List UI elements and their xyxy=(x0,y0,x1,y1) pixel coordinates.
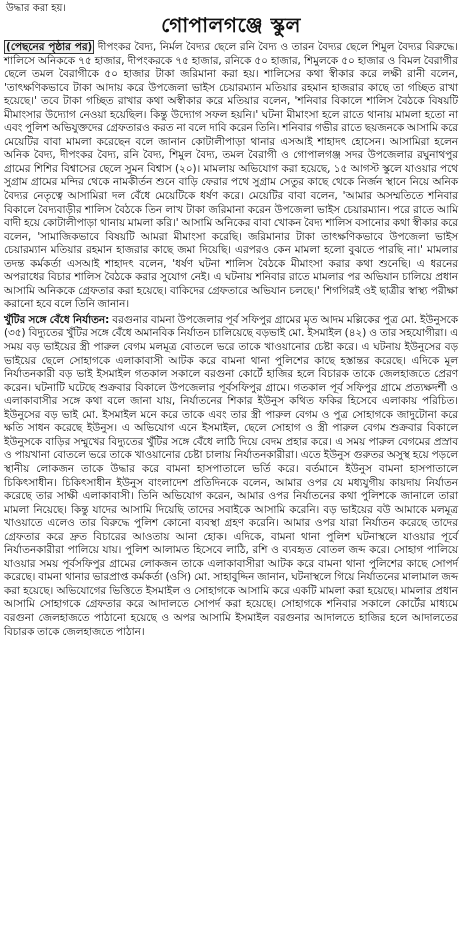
previous-article-ending: উদ্ধার করা হয়। xyxy=(6,3,66,14)
article-torture xyxy=(4,314,458,639)
article-body xyxy=(4,314,458,639)
article-gopalganj-school xyxy=(4,13,458,312)
article-crosshead: খুঁটির সঙ্গে বেঁধে নির্যাতন: xyxy=(4,313,110,326)
article-body-text: বরগুনার বামনা উপজেলার পূর্ব সফিপুর গ্রামের মৃত আদম মল্লিকের পুত্র মো. ইউনুসকে (৩৫) বিদ্যুতের খুঁটির সঙ্গে বেঁধে অমানবিক নির্যাতন চালিয়েছে বড়ভাই মো. ইসমাইল (৪২) ও তার সহযোগীরা। এ সময় বড় ভাইয়ের স্ত্রী পারুল বেগম মলমূত্র বোতলে ভরে তাকে খাওয়ানোর চেষ্টা করে। এ ঘটনায় ইউনুসের বড় ভাইয়ের ছেলে সোহাগকে এলাকাবাসী আটক করে বামনা থানা পুলিশের কাছে হস্তান্তর করেছে। এদিকে মূল নির্যাতনকারী বড় ভাই ইসমাইল গতকাল সকালে বরগুনা কোর্টে হাজির হলে বিচারক তাকে জেলহাজতে প্রেরণ করেন। ঘটনাটি ঘটেছে শুক্রবার বিকালে উপজেলার পূর্বসফিপুর গ্রামে। গতকাল পূর্ব সফিপুর গ্রামে প্রত্যক্ষদর্শী ও এলাকাবাসীর সঙ্গে কথা বলে জানা যায়, নির্যাতনের শিকার ইউনুস কথিত ফকির হিসেবে এলাকায় পরিচিত। ইউনুসের বড় ভাই মো. ইসমাইল মনে করে তাকে এবং তার স্ত্রী পারুল বেগম ও পুত্র সোহাগকে জাদুটোনা করে ক্ষতি সাধন করেছে ইউনুস। এ অভিযোগ এনে ইসমাইল, ছেলে সোহাগ ও স্ত্রী পারুল বেগম শুক্রবার বিকালে ইউনুসকে বাড়ির সম্মুখের বিদ্যুতের খুঁটির সঙ্গে বেঁধে লাঠি দিয়ে বেদম প্রহার করে। এ সময় পারুল বেগমের প্রস্রাব ও পায়খানা বোতলে ভরে তাকে খাওয়ানোর চেষ্টা চালায় নির্যাতনকারীরা। এতে ইউনুস গুরুতর অসুস্থ হয়ে পড়লে স্থানীয় লোকজন তাকে উদ্ধার করে বামনা হাসপাতালে ভর্তি করে। বর্তমানে ইউনুস বামনা হাসপাতালে চিকিৎসাধীন। চিকিৎসাধীন ইউনুস বাংলাদেশ প্রতিদিনকে বলেন, আমার ওপর যে মধ্যযুগীয় কায়দায় নির্যাতন করেছে তার সাক্ষী এলাকাবাসী। তিনি অভিযোগ করেন, আমার ওপর নির্যাতনের কথা পুলিশকে জানালে তারা মামলা নিয়েছে। কিন্তু যাদের আসামি দিয়েছি তাদের সবাইকে আসামি করেনি। বড় ভাইয়ের বউ আমাকে মলমূত্র খাওয়াতে এলেও তার বিরুদ্ধে পুলিশ কোনো ব্যবস্থা গ্রহণ করেনি। আমার ওপর যারা নির্যাতন করেছে তাদের গ্রেফতার করে দ্রুত বিচারের আওতায় আনা হোক। এদিকে, বামনা থানা পুলিশ ঘটনাস্থলে যাওয়ার পূর্বে নির্যাতনকারীরা পালিয়ে যায়। পুলিশ আলামত হিসেবে লাঠি, রশি ও ব্যবহৃত বোতল জব্দ করে। সোহাগ পালিয়ে যাওয়ার সময় পূর্বসফিপুর গ্রামের লোকজন তাকে এলাকাবাসীরা আটক করে বামনা থানা পুলিশের কাছে সোপর্দ করেছে। বামনা থানার ভারপ্রাপ্ত কর্মকর্তা (ওসি) মো. সাহাবুদ্দিন জানান, ঘটনাস্থলে গিয়ে নির্যাতনের মালামাল জব্দ করা হয়েছে। অভিযোগের ভিত্তিতে ইসমাইল ও সোহাগকে আসামি করে একটি মামলা করা হয়েছে। মামলার প্রধান আসামি সোহাগকে গ্রেফতার করে আদালতে সোপর্দ করা হয়েছে। সোহাগকে শনিবার সকালে কোর্টের মাধ্যমে বরগুনা জেলহাজতে পাঠানো হয়েছে ও অপর আসামি ইসমাইল বরগুনার আদালতে হাজির হলে আদালতের বিচারক তাকে জেলহাজতে পাঠান। xyxy=(4,313,459,638)
continued-from-label: (পেছনের পৃষ্ঠার পর) xyxy=(6,41,93,53)
article-headline: গোপালগঞ্জে স্কুল xyxy=(161,13,301,37)
article-body xyxy=(4,41,458,312)
article-body-text: দীপংকর বৈদ্য, নির্মল বৈদ্যর ছেলে রনি বৈদ্য ও তারন বৈদ্যর ছেলে শিমুল বৈদ্যর বিরুদ্ধে। শালিসে অনিককে ৭৫ হাজার, দীপংকরকে ৭৫ হাজার, রনিকে ৫০ হাজার, শিমুলকে ৫০ হাজার ও বিমল বৈরাগীর ছেলে তমল বৈরাগীকে ৫০ হাজার টাকা জরিমানা করা হয়। শালিসের কথা স্বীকার করে লক্ষী রানী বলেন, 'তাৎক্ষণিকভাবে টাকা আদায় করে উপজেলা ভাইস চেয়ারম্যান মতিয়ার রহমান হাজরার কাছে তা গচ্ছিত রাখা হয়েছে।' তবে টাকা গচ্ছিত রাখার কথা অস্বীকার করে মতিয়ার বলেন, 'শনিবার বিকালে শালিস বৈঠকে বিষয়টি মীমাংসার উদ্যোগ নেওয়া হয়েছিল। কিন্তু উদ্যোগ সফল হয়নি।' ঘটনা মীমাংসা হলে রাতে থানায় মামলা হতো না এবং পুলিশ অভিযুক্তদের গ্রেফতারও করত না বলে দাবি করেন তিনি। শনিবার গভীর রাতে ছয়জনকে আসামি করে মেয়েটির বাবা মামলা করেছেন বলে জানান কোটালীপাড়া থানার এসআই শাহাদৎ হোসেন। আসামিরা হলেন অনিক বৈদ্য, দীপংকর বৈদ্য, রনি বৈদ্য, শিমুল বৈদ্য, তমল বৈরাগী ও গোপালগঞ্জ সদর উপজেলার রঘুনাথপুর গ্রামের শিশির বিশ্বাসের ছেলে সুমন বিশ্বাস (২০)। মামলায় অভিযোগ করা হয়েছে, ১৫ আগস্ট স্কুলে যাওয়ার পথে সুগ্রাম গ্রামের মন্দির থেকে নামকীর্তন শুনে বাড়ি ফেরার পথে সুগ্রাম সেতুর কাছে থেকে নির্জন স্থানে নিয়ে অনিক বৈদ্যর নেতৃত্বে আসামিরা দল বেঁধে মেয়েটিকে ধর্ষণ করে। মেয়েটির বাবা বলেন, 'আমার অসম্মতিতে শনিবার বিকালে বৈদ্যবাড়ীর শালিস বৈঠকে তিন লাখ টাকা জরিমানা করেন উপজেলা ভাইস চেয়ারম্যান। পরে রাতে আমি বাদী হয়ে কোটালীপাড়া থানায় মামলা করি।' আসামি অনিকের বাবা খোকন বৈদ্য শালিস বসানোর কথা স্বীকার করে বলেন, 'সামাজিকভাবে বিষয়টি আমরা মীমাংসা করেছি। জরিমানার টাকা তাৎক্ষণিকভাবে উপজেলা ভাইস চেয়ারম্যান মতিয়ার রহমান হাজরার কাছে জমা দিয়েছি। এরপরও কেন মামলা হলো বুঝতে পারছি না।' মামলার তদন্ত কর্মকর্তা এসআই শাহাদৎ বলেন, 'ধর্ষণ ঘটনা শালিস বৈঠকে মীমাংসা করার কথা শুনেছি। এ ধরনের অপরাধের বিচার শালিস বৈঠকে করার সুযোগ নেই। এ ঘটনায় শনিবার রাতে মামলার পর অভিযান চালিয়ে প্রধান আসামি অনিককে গ্রেফতার করা হয়েছে। বাকিদের গ্রেফতারে অভিযান চলছে।' শিগগিরই ওই ছাত্রীর স্বাস্থ্য পরীক্ষা করানো হবে বলে তিনি জানান। xyxy=(4,41,458,311)
